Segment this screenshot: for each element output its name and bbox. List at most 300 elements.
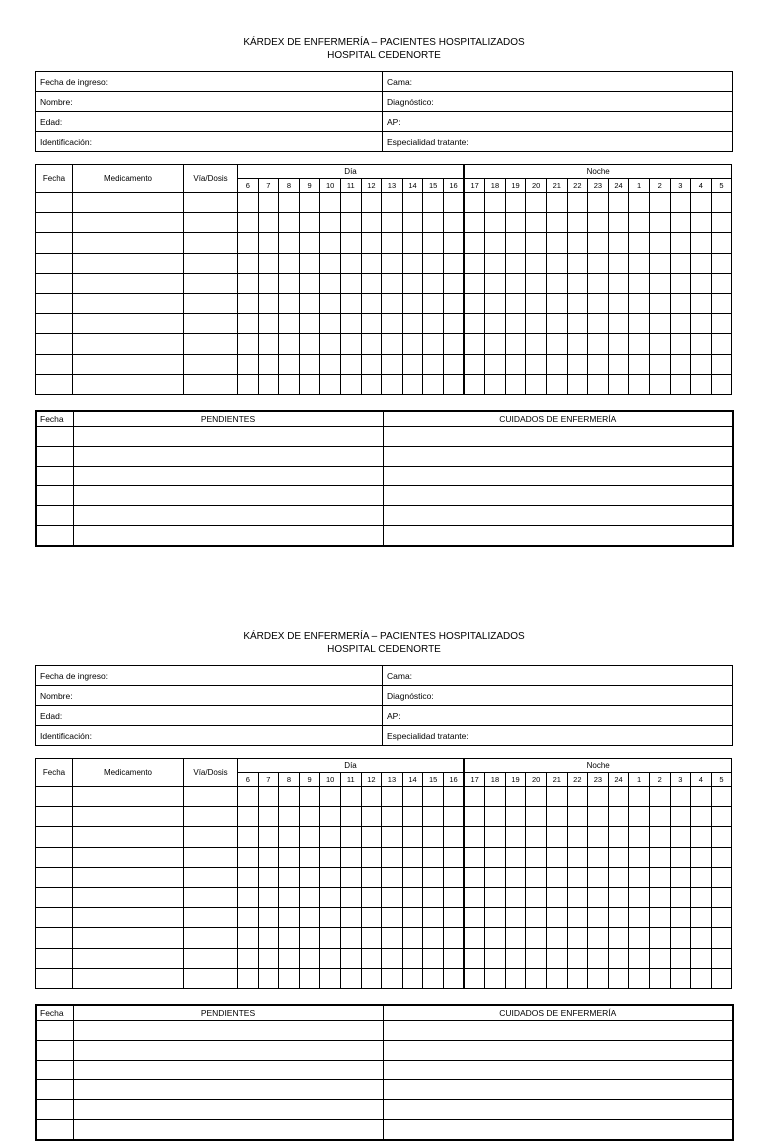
- via-dosis-cell[interactable]: [184, 253, 238, 273]
- hour-cell[interactable]: [299, 867, 320, 887]
- hour-cell[interactable]: [588, 374, 609, 394]
- fecha-cell[interactable]: [36, 1060, 73, 1080]
- hour-cell[interactable]: [711, 193, 732, 213]
- hour-cell[interactable]: [485, 908, 506, 928]
- ap-field[interactable]: AP:: [383, 706, 733, 726]
- hour-cell[interactable]: [423, 374, 444, 394]
- hour-cell[interactable]: [526, 887, 547, 907]
- hour-cell[interactable]: [505, 374, 526, 394]
- hour-cell[interactable]: [567, 354, 588, 374]
- hour-cell[interactable]: [279, 847, 300, 867]
- hour-cell[interactable]: [505, 273, 526, 293]
- hour-cell[interactable]: [505, 928, 526, 948]
- hour-cell[interactable]: [670, 968, 691, 988]
- medicamento-cell[interactable]: [73, 948, 184, 968]
- hour-cell[interactable]: [546, 273, 567, 293]
- hour-cell[interactable]: [567, 827, 588, 847]
- hour-cell[interactable]: [382, 293, 403, 313]
- fecha-cell[interactable]: [36, 827, 73, 847]
- hour-cell[interactable]: [649, 948, 670, 968]
- hour-cell[interactable]: [526, 807, 547, 827]
- cuidados-cell[interactable]: [383, 446, 733, 466]
- fecha-cell[interactable]: [36, 887, 73, 907]
- hour-cell[interactable]: [238, 314, 259, 334]
- hour-cell[interactable]: [526, 787, 547, 807]
- hour-cell[interactable]: [567, 233, 588, 253]
- hour-cell[interactable]: [238, 273, 259, 293]
- hour-cell[interactable]: [340, 374, 361, 394]
- hour-cell[interactable]: [670, 847, 691, 867]
- hour-cell[interactable]: [526, 213, 547, 233]
- hour-cell[interactable]: [691, 213, 712, 233]
- hour-cell[interactable]: [711, 847, 732, 867]
- hour-cell[interactable]: [402, 233, 423, 253]
- hour-cell[interactable]: [526, 314, 547, 334]
- hour-cell[interactable]: [382, 273, 403, 293]
- hour-cell[interactable]: [299, 213, 320, 233]
- hour-cell[interactable]: [279, 273, 300, 293]
- via-dosis-cell[interactable]: [184, 193, 238, 213]
- hour-cell[interactable]: [320, 273, 341, 293]
- hour-cell[interactable]: [629, 293, 650, 313]
- fecha-cell[interactable]: [36, 807, 73, 827]
- hour-cell[interactable]: [320, 787, 341, 807]
- hour-cell[interactable]: [382, 847, 403, 867]
- cuidados-cell[interactable]: [383, 1040, 733, 1060]
- hour-cell[interactable]: [526, 847, 547, 867]
- fecha-cell[interactable]: [36, 506, 73, 526]
- hour-cell[interactable]: [608, 233, 629, 253]
- hour-cell[interactable]: [258, 928, 279, 948]
- hour-cell[interactable]: [320, 908, 341, 928]
- diagnostico-field[interactable]: Diagnóstico:: [383, 92, 733, 112]
- hour-cell[interactable]: [340, 948, 361, 968]
- hour-cell[interactable]: [361, 374, 382, 394]
- hour-cell[interactable]: [423, 827, 444, 847]
- hour-cell[interactable]: [691, 354, 712, 374]
- hour-cell[interactable]: [402, 293, 423, 313]
- hour-cell[interactable]: [299, 807, 320, 827]
- hour-cell[interactable]: [320, 968, 341, 988]
- hour-cell[interactable]: [258, 847, 279, 867]
- hour-cell[interactable]: [546, 867, 567, 887]
- hour-cell[interactable]: [464, 233, 485, 253]
- hour-cell[interactable]: [279, 334, 300, 354]
- hour-cell[interactable]: [588, 334, 609, 354]
- fecha-cell[interactable]: [36, 213, 73, 233]
- hour-cell[interactable]: [485, 334, 506, 354]
- hour-cell[interactable]: [629, 908, 650, 928]
- hour-cell[interactable]: [608, 968, 629, 988]
- fecha-cell[interactable]: [36, 1021, 73, 1041]
- hour-cell[interactable]: [299, 847, 320, 867]
- hour-cell[interactable]: [608, 928, 629, 948]
- hour-cell[interactable]: [711, 213, 732, 233]
- identificacion-field[interactable]: Identificación:: [36, 726, 383, 746]
- hour-cell[interactable]: [299, 948, 320, 968]
- cuidados-cell[interactable]: [383, 486, 733, 506]
- hour-cell[interactable]: [382, 374, 403, 394]
- fecha-cell[interactable]: [36, 233, 73, 253]
- pendientes-cell[interactable]: [73, 1021, 383, 1041]
- hour-cell[interactable]: [402, 253, 423, 273]
- hour-cell[interactable]: [546, 928, 567, 948]
- hour-cell[interactable]: [526, 928, 547, 948]
- hour-cell[interactable]: [588, 928, 609, 948]
- hour-cell[interactable]: [649, 807, 670, 827]
- hour-cell[interactable]: [649, 334, 670, 354]
- hour-cell[interactable]: [279, 908, 300, 928]
- hour-cell[interactable]: [279, 867, 300, 887]
- hour-cell[interactable]: [526, 253, 547, 273]
- hour-cell[interactable]: [546, 787, 567, 807]
- hour-cell[interactable]: [629, 253, 650, 273]
- hour-cell[interactable]: [423, 847, 444, 867]
- hour-cell[interactable]: [382, 314, 403, 334]
- hour-cell[interactable]: [423, 293, 444, 313]
- hour-cell[interactable]: [629, 193, 650, 213]
- hour-cell[interactable]: [464, 273, 485, 293]
- hour-cell[interactable]: [649, 908, 670, 928]
- hour-cell[interactable]: [588, 887, 609, 907]
- hour-cell[interactable]: [402, 314, 423, 334]
- hour-cell[interactable]: [258, 213, 279, 233]
- nombre-field[interactable]: Nombre:: [36, 92, 383, 112]
- hour-cell[interactable]: [711, 867, 732, 887]
- hour-cell[interactable]: [340, 928, 361, 948]
- hour-cell[interactable]: [711, 233, 732, 253]
- hour-cell[interactable]: [629, 334, 650, 354]
- fecha-cell[interactable]: [36, 427, 73, 447]
- hour-cell[interactable]: [258, 867, 279, 887]
- hour-cell[interactable]: [691, 233, 712, 253]
- hour-cell[interactable]: [526, 193, 547, 213]
- hour-cell[interactable]: [382, 867, 403, 887]
- hour-cell[interactable]: [279, 807, 300, 827]
- hour-cell[interactable]: [670, 867, 691, 887]
- hour-cell[interactable]: [361, 847, 382, 867]
- via-dosis-cell[interactable]: [184, 334, 238, 354]
- hour-cell[interactable]: [608, 374, 629, 394]
- hour-cell[interactable]: [670, 293, 691, 313]
- hour-cell[interactable]: [464, 374, 485, 394]
- via-dosis-cell[interactable]: [184, 293, 238, 313]
- pendientes-cell[interactable]: [73, 427, 383, 447]
- medicamento-cell[interactable]: [73, 807, 184, 827]
- hour-cell[interactable]: [629, 213, 650, 233]
- hour-cell[interactable]: [402, 334, 423, 354]
- hour-cell[interactable]: [238, 354, 259, 374]
- hour-cell[interactable]: [567, 273, 588, 293]
- hour-cell[interactable]: [567, 887, 588, 907]
- via-dosis-cell[interactable]: [184, 233, 238, 253]
- hour-cell[interactable]: [423, 273, 444, 293]
- hour-cell[interactable]: [320, 867, 341, 887]
- hour-cell[interactable]: [402, 968, 423, 988]
- medicamento-cell[interactable]: [73, 827, 184, 847]
- hour-cell[interactable]: [382, 968, 403, 988]
- hour-cell[interactable]: [649, 233, 670, 253]
- hour-cell[interactable]: [691, 928, 712, 948]
- hour-cell[interactable]: [546, 887, 567, 907]
- hour-cell[interactable]: [320, 354, 341, 374]
- hour-cell[interactable]: [711, 334, 732, 354]
- fecha-cell[interactable]: [36, 928, 73, 948]
- hour-cell[interactable]: [588, 293, 609, 313]
- hour-cell[interactable]: [485, 867, 506, 887]
- hour-cell[interactable]: [238, 293, 259, 313]
- hour-cell[interactable]: [361, 887, 382, 907]
- hour-cell[interactable]: [382, 354, 403, 374]
- hour-cell[interactable]: [649, 867, 670, 887]
- pendientes-cell[interactable]: [73, 446, 383, 466]
- hour-cell[interactable]: [485, 293, 506, 313]
- fecha-cell[interactable]: [36, 1119, 73, 1139]
- hour-cell[interactable]: [526, 273, 547, 293]
- hour-cell[interactable]: [443, 314, 464, 334]
- hour-cell[interactable]: [670, 314, 691, 334]
- hour-cell[interactable]: [423, 968, 444, 988]
- hour-cell[interactable]: [382, 887, 403, 907]
- hour-cell[interactable]: [299, 233, 320, 253]
- hour-cell[interactable]: [443, 334, 464, 354]
- hour-cell[interactable]: [505, 314, 526, 334]
- hour-cell[interactable]: [711, 253, 732, 273]
- hour-cell[interactable]: [382, 213, 403, 233]
- hour-cell[interactable]: [238, 807, 259, 827]
- hour-cell[interactable]: [402, 908, 423, 928]
- hour-cell[interactable]: [670, 233, 691, 253]
- medicamento-cell[interactable]: [73, 928, 184, 948]
- hour-cell[interactable]: [299, 928, 320, 948]
- hour-cell[interactable]: [361, 867, 382, 887]
- hour-cell[interactable]: [649, 273, 670, 293]
- especialidad-field[interactable]: Especialidad tratante:: [383, 132, 733, 152]
- hour-cell[interactable]: [340, 807, 361, 827]
- hour-cell[interactable]: [526, 827, 547, 847]
- hour-cell[interactable]: [588, 807, 609, 827]
- hour-cell[interactable]: [464, 334, 485, 354]
- hour-cell[interactable]: [546, 827, 567, 847]
- hour-cell[interactable]: [588, 273, 609, 293]
- hour-cell[interactable]: [443, 887, 464, 907]
- hour-cell[interactable]: [711, 273, 732, 293]
- hour-cell[interactable]: [670, 928, 691, 948]
- hour-cell[interactable]: [320, 887, 341, 907]
- medicamento-cell[interactable]: [73, 193, 184, 213]
- fecha-cell[interactable]: [36, 787, 73, 807]
- hour-cell[interactable]: [258, 807, 279, 827]
- ap-field[interactable]: AP:: [383, 112, 733, 132]
- hour-cell[interactable]: [629, 787, 650, 807]
- hour-cell[interactable]: [526, 908, 547, 928]
- hour-cell[interactable]: [464, 867, 485, 887]
- hour-cell[interactable]: [711, 293, 732, 313]
- hour-cell[interactable]: [299, 334, 320, 354]
- hour-cell[interactable]: [608, 887, 629, 907]
- fecha-cell[interactable]: [36, 314, 73, 334]
- hour-cell[interactable]: [443, 928, 464, 948]
- hour-cell[interactable]: [567, 787, 588, 807]
- medicamento-cell[interactable]: [73, 968, 184, 988]
- hour-cell[interactable]: [629, 867, 650, 887]
- fecha-cell[interactable]: [36, 486, 73, 506]
- hour-cell[interactable]: [649, 968, 670, 988]
- hour-cell[interactable]: [402, 887, 423, 907]
- hour-cell[interactable]: [711, 968, 732, 988]
- hour-cell[interactable]: [382, 908, 403, 928]
- hour-cell[interactable]: [443, 233, 464, 253]
- hour-cell[interactable]: [546, 314, 567, 334]
- hour-cell[interactable]: [361, 334, 382, 354]
- hour-cell[interactable]: [443, 807, 464, 827]
- hour-cell[interactable]: [361, 968, 382, 988]
- hour-cell[interactable]: [402, 213, 423, 233]
- hour-cell[interactable]: [711, 908, 732, 928]
- hour-cell[interactable]: [423, 867, 444, 887]
- via-dosis-cell[interactable]: [184, 213, 238, 233]
- medicamento-cell[interactable]: [73, 354, 184, 374]
- hour-cell[interactable]: [402, 928, 423, 948]
- hour-cell[interactable]: [485, 253, 506, 273]
- hour-cell[interactable]: [505, 193, 526, 213]
- hour-cell[interactable]: [505, 908, 526, 928]
- hour-cell[interactable]: [567, 968, 588, 988]
- hour-cell[interactable]: [691, 253, 712, 273]
- hour-cell[interactable]: [382, 787, 403, 807]
- hour-cell[interactable]: [423, 193, 444, 213]
- hour-cell[interactable]: [443, 787, 464, 807]
- via-dosis-cell[interactable]: [184, 887, 238, 907]
- hour-cell[interactable]: [588, 193, 609, 213]
- hour-cell[interactable]: [567, 948, 588, 968]
- via-dosis-cell[interactable]: [184, 948, 238, 968]
- hour-cell[interactable]: [361, 948, 382, 968]
- hour-cell[interactable]: [320, 233, 341, 253]
- hour-cell[interactable]: [485, 887, 506, 907]
- hour-cell[interactable]: [361, 233, 382, 253]
- hour-cell[interactable]: [238, 253, 259, 273]
- edad-field[interactable]: Edad:: [36, 112, 383, 132]
- hour-cell[interactable]: [649, 354, 670, 374]
- hour-cell[interactable]: [361, 908, 382, 928]
- hour-cell[interactable]: [402, 273, 423, 293]
- hour-cell[interactable]: [279, 253, 300, 273]
- hour-cell[interactable]: [567, 293, 588, 313]
- hour-cell[interactable]: [299, 827, 320, 847]
- hour-cell[interactable]: [608, 293, 629, 313]
- hour-cell[interactable]: [464, 807, 485, 827]
- medicamento-cell[interactable]: [73, 787, 184, 807]
- hour-cell[interactable]: [691, 293, 712, 313]
- hour-cell[interactable]: [608, 948, 629, 968]
- hour-cell[interactable]: [464, 354, 485, 374]
- cuidados-cell[interactable]: [383, 1119, 733, 1139]
- hour-cell[interactable]: [340, 867, 361, 887]
- hour-cell[interactable]: [382, 193, 403, 213]
- hour-cell[interactable]: [649, 253, 670, 273]
- hour-cell[interactable]: [588, 253, 609, 273]
- hour-cell[interactable]: [629, 354, 650, 374]
- hour-cell[interactable]: [361, 807, 382, 827]
- hour-cell[interactable]: [505, 213, 526, 233]
- hour-cell[interactable]: [629, 847, 650, 867]
- hour-cell[interactable]: [361, 193, 382, 213]
- hour-cell[interactable]: [238, 908, 259, 928]
- hour-cell[interactable]: [485, 948, 506, 968]
- hour-cell[interactable]: [546, 908, 567, 928]
- hour-cell[interactable]: [485, 314, 506, 334]
- hour-cell[interactable]: [608, 334, 629, 354]
- hour-cell[interactable]: [649, 928, 670, 948]
- hour-cell[interactable]: [382, 253, 403, 273]
- hour-cell[interactable]: [588, 827, 609, 847]
- hour-cell[interactable]: [443, 908, 464, 928]
- hour-cell[interactable]: [361, 293, 382, 313]
- hour-cell[interactable]: [711, 807, 732, 827]
- hour-cell[interactable]: [546, 233, 567, 253]
- hour-cell[interactable]: [402, 374, 423, 394]
- hour-cell[interactable]: [649, 213, 670, 233]
- hour-cell[interactable]: [505, 807, 526, 827]
- fecha-cell[interactable]: [36, 867, 73, 887]
- via-dosis-cell[interactable]: [184, 847, 238, 867]
- hour-cell[interactable]: [279, 787, 300, 807]
- hour-cell[interactable]: [608, 273, 629, 293]
- cuidados-cell[interactable]: [383, 1100, 733, 1120]
- hour-cell[interactable]: [361, 928, 382, 948]
- hour-cell[interactable]: [546, 968, 567, 988]
- medicamento-cell[interactable]: [73, 314, 184, 334]
- pendientes-cell[interactable]: [73, 466, 383, 486]
- cuidados-cell[interactable]: [383, 427, 733, 447]
- hour-cell[interactable]: [546, 213, 567, 233]
- hour-cell[interactable]: [340, 314, 361, 334]
- hour-cell[interactable]: [649, 374, 670, 394]
- hour-cell[interactable]: [423, 787, 444, 807]
- hour-cell[interactable]: [258, 827, 279, 847]
- hour-cell[interactable]: [691, 867, 712, 887]
- hour-cell[interactable]: [423, 213, 444, 233]
- hour-cell[interactable]: [320, 807, 341, 827]
- hour-cell[interactable]: [649, 293, 670, 313]
- hour-cell[interactable]: [485, 787, 506, 807]
- hour-cell[interactable]: [691, 273, 712, 293]
- medicamento-cell[interactable]: [73, 867, 184, 887]
- medicamento-cell[interactable]: [73, 253, 184, 273]
- hour-cell[interactable]: [238, 928, 259, 948]
- via-dosis-cell[interactable]: [184, 374, 238, 394]
- hour-cell[interactable]: [588, 787, 609, 807]
- hour-cell[interactable]: [567, 374, 588, 394]
- hour-cell[interactable]: [505, 354, 526, 374]
- cuidados-cell[interactable]: [383, 1080, 733, 1100]
- hour-cell[interactable]: [402, 827, 423, 847]
- hour-cell[interactable]: [340, 334, 361, 354]
- hour-cell[interactable]: [588, 948, 609, 968]
- hour-cell[interactable]: [443, 213, 464, 233]
- hour-cell[interactable]: [546, 253, 567, 273]
- hour-cell[interactable]: [402, 847, 423, 867]
- hour-cell[interactable]: [464, 948, 485, 968]
- hour-cell[interactable]: [279, 293, 300, 313]
- hour-cell[interactable]: [464, 787, 485, 807]
- hour-cell[interactable]: [258, 273, 279, 293]
- hour-cell[interactable]: [443, 354, 464, 374]
- fecha-cell[interactable]: [36, 293, 73, 313]
- hour-cell[interactable]: [340, 887, 361, 907]
- hour-cell[interactable]: [485, 374, 506, 394]
